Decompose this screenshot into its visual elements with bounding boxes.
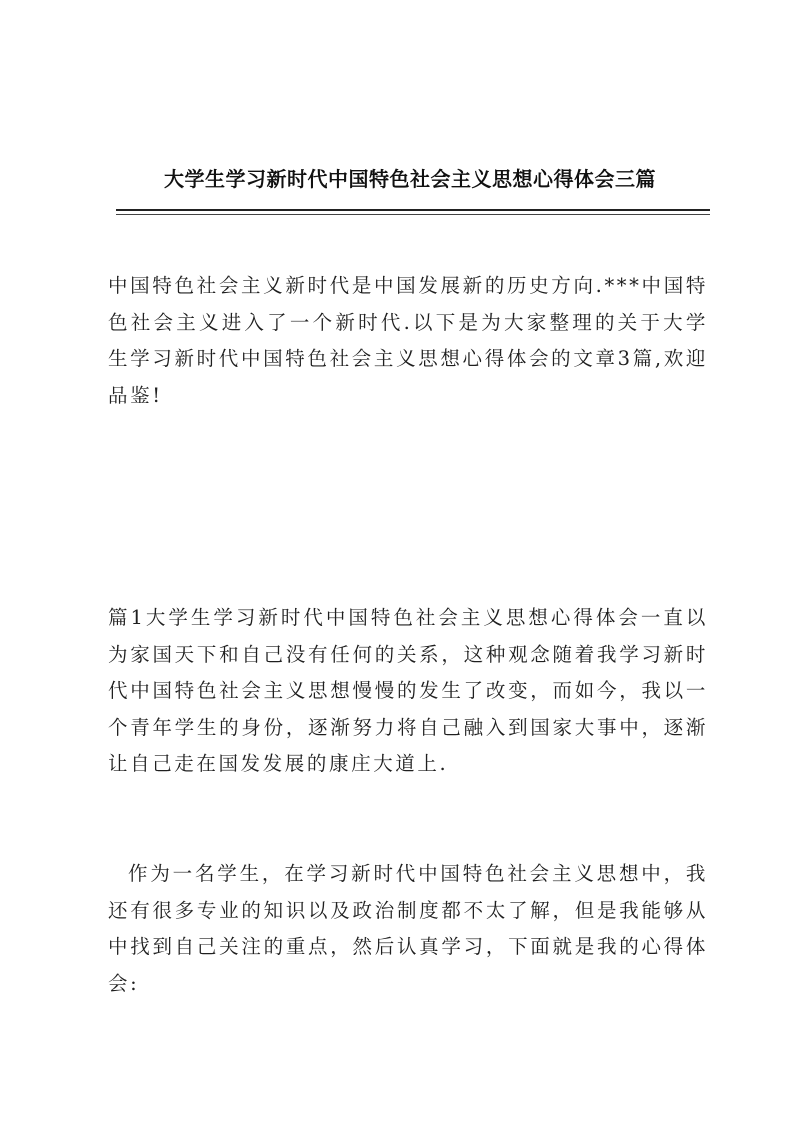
document-title: 大学生学习新时代中国特色社会主义思想心得体会三篇 (164, 167, 656, 191)
title-underline-thin (116, 214, 710, 215)
title-underline (116, 209, 710, 211)
intro-paragraph: 中国特色社会主义新时代是中国发展新的历史方向.***中国特色社会主义进入了一个新时代.以下是为大家整理的关于大学生学习新时代中国特色社会主义思想心得体会的文章3篇,欢迎品鉴! (108, 274, 708, 407)
article-one-continued-paragraph: 作为一名学生，在学习新时代中国特色社会主义思想中，我还有很多专业的知识以及政治制度都不太了解，但是我能够从中找到自己关注的重点，然后认真学习，下面就是我的心得体会: (108, 862, 708, 995)
article-one-paragraph: 篇1大学生学习新时代中国特色社会主义思想心得体会一直以为家国天下和自己没有任何的关系，这种观念随着我学习新时代中国特色社会主义思想慢慢的发生了改变，而如今，我以一个青年学生的身份，逐渐努力将自己融入到国家大事中，逐渐让自己走在国发发展的康庄大道上. (108, 606, 708, 775)
